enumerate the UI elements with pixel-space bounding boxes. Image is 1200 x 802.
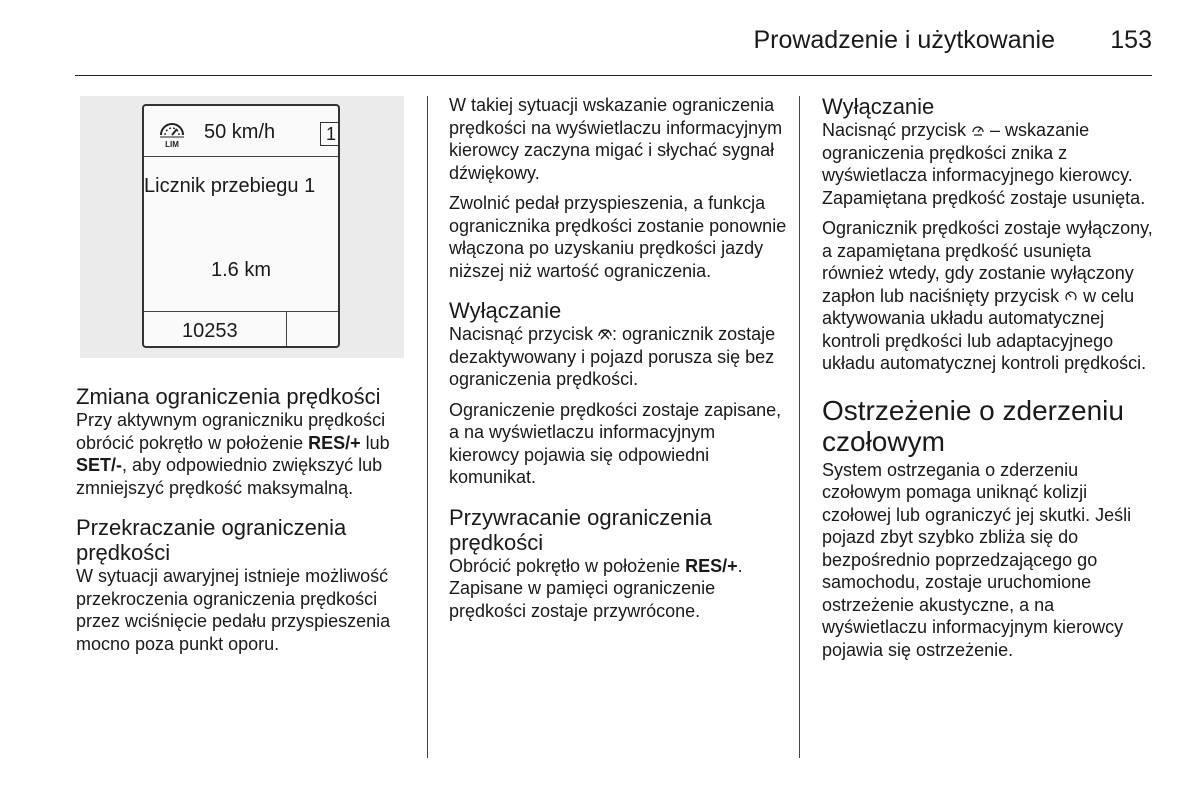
heading-restore-limit: Przywracanie ograniczenia prędkości [449, 504, 712, 555]
trip-name: Licznik przebiegu 1 [144, 175, 316, 197]
limiter-icon [971, 123, 985, 137]
paragraph-release-pedal: Zwolnić pedał przyspieszenia, a funkcja ogranicznika prędkości zostanie ponownie włączona po uzyskaniu prędkości jazdy niższej niż wartość ograniczenia. [449, 193, 787, 281]
running-header-title: Prowadzenie i użytkowanie [753, 26, 1055, 54]
header-divider [75, 75, 1152, 76]
paragraph-ignition-off: Ogranicznik prędkości zostaje wyłączony, a zapamiętana prędkość usunięta również wtedy, gdy zostanie wyłączony zapłon lub naciśnięty przycisk w celu aktywowania układu automatycznej kontroli prędkości lub adaptacyjnego układu automatycznej kontroli prędkości. [822, 218, 1153, 373]
display-divider [144, 156, 338, 157]
limiter-icon-label: LIM [165, 140, 179, 149]
odometer-value: 10253 [182, 320, 238, 342]
heading-switch-off: Wyłączanie [822, 94, 935, 119]
heading-forward-collision-alert: Ostrzeżenie o zderzeniu czołowym [822, 394, 1124, 457]
paragraph-restore-limit: Obrócić pokrętło w położenie RES/+. Zapisane w pamięci ograniczenie prędkości zostaje przywrócone. [449, 555, 743, 621]
trip-value: 1.6 km [210, 259, 272, 281]
paragraph-switch-off: Nacisnąć przycisk – wskazanie ograniczenia prędkości znika z wyświetlacza informacyjnego kierowcy. Zapamiętana prędkość zostaje usunięta. [822, 120, 1146, 208]
speed-limiter-icon [156, 119, 188, 149]
driver-display-figure [80, 96, 404, 358]
paragraph-limit-change: Przy aktywnym ograniczniku prędkości obrócić pokrętło w położenie RES/+ lub SET/-, aby odpowiednio zwiększyć lub zmniejszyć prędkość maksymalną. [76, 410, 390, 498]
heading-limit-exceed: Przekraczanie ograniczenia prędkości [76, 515, 347, 565]
column-divider [799, 96, 800, 758]
gear-indicator: 1 [320, 122, 338, 146]
paragraph-limit-saved: Ograniczenie prędkości zostaje zapisane, a na wyświetlaczu informacyjnym kierowcy pojawia się odpowiedni komunikat. [449, 399, 782, 487]
heading-deactivate: Wyłączanie [449, 298, 562, 323]
column-3 [822, 94, 1157, 669]
display-divider [286, 311, 287, 346]
display-screen [142, 104, 340, 348]
column-2 [449, 94, 789, 630]
limit-speed: 50 km/h [204, 121, 276, 143]
display-divider [144, 311, 338, 312]
column-1 [76, 384, 416, 663]
paragraph-deactivate: Nacisnąć przycisk : ogranicznik zostaje dezaktywowany i pojazd porusza się bez ograniczenia prędkości. [449, 324, 776, 389]
limiter-off-icon [598, 327, 612, 341]
column-divider [427, 96, 428, 758]
paragraph-forward-collision-alert: System ostrzegania o zderzeniu czołowym pomaga uniknąć kolizji czołowej lub ograniczyć jej skutki. Jeśli pojazd zbyt szybko zbliża się do bezpośrednio poprzedzającego go samochodu, zostaje uruchomione ostrzeżenie akustyczne, a na wyświetlaczu informacyjnym kierowcy pojawia się ostrzeżenie. [822, 459, 1132, 660]
paragraph-blink-warning: W takiej sytuacji wskazanie ograniczenia prędkości na wyświetlaczu informacyjnym kierowcy zaczyna migać i słychać sygnał dźwiękowy. [449, 95, 783, 183]
cruise-control-icon [1064, 289, 1078, 303]
paragraph-limit-exceed: W sytuacji awaryjnej istnieje możliwość przekroczenia ograniczenia prędkości przez wciśnięcie pedału przyspieszenia mocno poza punkt oporu. [76, 566, 391, 654]
page-number: 153 [1110, 26, 1152, 54]
heading-limit-change: Zmiana ograniczenia prędkości [76, 384, 381, 409]
